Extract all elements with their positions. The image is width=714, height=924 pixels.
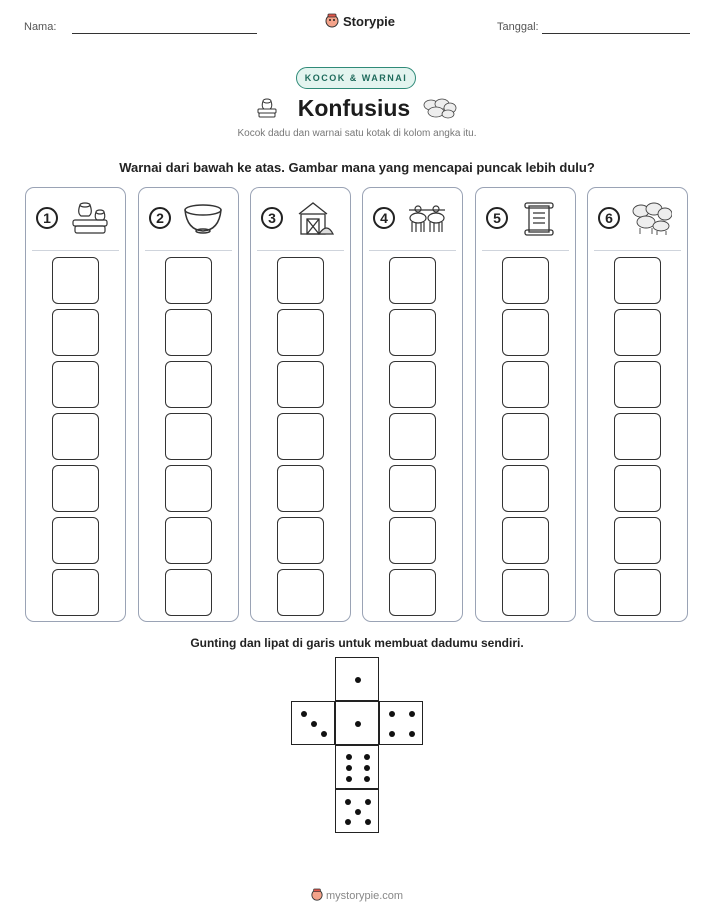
color-box[interactable] [277,361,324,408]
dice-column-5 [475,187,576,622]
sheep-flock-icon [422,96,458,120]
scroll-icon [520,200,560,236]
color-box[interactable] [502,413,549,460]
pottery-jars-icon [70,200,110,236]
color-box[interactable] [277,517,324,564]
column-divider [32,250,119,251]
subtitle: Kocok dadu dan warnai satu kotak di kolom angka itu. [237,128,477,139]
color-box[interactable] [165,309,212,356]
die-pip [365,799,371,805]
storypie-mascot-icon [311,888,323,902]
color-box[interactable] [389,465,436,512]
date-label: Tanggal: [497,21,539,33]
column-number: 6 [598,207,620,229]
bowl-icon [183,200,223,236]
color-box[interactable] [502,569,549,616]
die-face-5 [335,789,379,833]
date-line[interactable] [542,33,690,34]
die-pip [364,765,370,771]
die-pip [321,731,327,737]
die-pip [389,711,395,717]
die-face-3 [291,701,335,745]
column-divider [594,250,681,251]
die-pip [311,721,317,727]
name-label: Nama: [24,21,57,33]
column-divider [145,250,232,251]
die-pip [345,799,351,805]
color-box[interactable] [502,257,549,304]
die-pip [301,711,307,717]
color-box[interactable] [614,569,661,616]
activity-badge: KOCOK & WARNAI [296,67,416,89]
footer [0,888,714,902]
column-number: 4 [373,207,395,229]
color-box[interactable] [52,517,99,564]
color-box[interactable] [165,413,212,460]
die-pip [364,754,370,760]
die-pip [355,721,361,727]
color-box[interactable] [614,413,661,460]
die-face-1 [335,657,379,701]
color-box[interactable] [389,517,436,564]
color-box[interactable] [614,361,661,408]
color-box[interactable] [52,361,99,408]
color-box[interactable] [165,361,212,408]
die-pip [346,776,352,782]
die-pip [346,765,352,771]
dice-column-3 [250,187,351,622]
column-number: 5 [486,207,508,229]
column-number: 2 [149,207,171,229]
brand-name: Storypie [343,13,396,29]
dice-column-2 [138,187,239,622]
dice-column-6 [587,187,688,622]
color-box[interactable] [389,257,436,304]
die-pip [409,731,415,737]
color-box[interactable] [277,257,324,304]
color-box[interactable] [502,465,549,512]
color-box[interactable] [502,309,549,356]
die-pip [346,754,352,760]
name-line[interactable] [72,33,257,34]
die-pip [409,711,415,717]
dice-column-4 [362,187,463,622]
column-divider [257,250,344,251]
die-face-6 [335,745,379,789]
page-title [0,95,714,122]
die-pip [355,809,361,815]
column-divider [482,250,569,251]
color-box[interactable] [165,569,212,616]
column-number: 3 [261,207,283,229]
color-box[interactable] [277,569,324,616]
color-box[interactable] [277,465,324,512]
dice-instruction: Gunting dan lipat di garis untuk membuat dadumu sendiri. [190,636,524,650]
granary-barn-icon [295,200,335,236]
die-pip [364,776,370,782]
color-box[interactable] [52,413,99,460]
dice-column-1 [25,187,126,622]
column-divider [369,250,456,251]
color-box[interactable] [389,569,436,616]
color-box[interactable] [52,257,99,304]
color-box[interactable] [165,517,212,564]
color-box[interactable] [277,309,324,356]
die-face-4 [379,701,423,745]
pottery-jars-icon [256,97,278,119]
color-box[interactable] [614,309,661,356]
color-box[interactable] [165,257,212,304]
sheep-flock-icon [632,200,672,236]
title-text: Konfusius [297,95,411,121]
color-box[interactable] [277,413,324,460]
color-box[interactable] [614,257,661,304]
oxen-icon [407,200,447,236]
brand-logo [325,13,395,29]
die-face-1 [335,701,379,745]
color-box[interactable] [614,465,661,512]
color-box[interactable] [502,361,549,408]
column-number: 1 [36,207,58,229]
color-box[interactable] [614,517,661,564]
die-pip [389,731,395,737]
color-box[interactable] [165,465,212,512]
die-pip [365,819,371,825]
coloring-instruction: Warnai dari bawah ke atas. Gambar mana yang mencapai puncak lebih dulu? [119,160,595,175]
color-box[interactable] [389,309,436,356]
color-box[interactable] [389,413,436,460]
color-box[interactable] [52,569,99,616]
color-box[interactable] [52,465,99,512]
color-box[interactable] [389,361,436,408]
color-box[interactable] [52,309,99,356]
footer-url: mystorypie.com [326,890,404,902]
storypie-mascot-icon [325,13,339,29]
color-box[interactable] [502,517,549,564]
die-pip [355,677,361,683]
die-pip [345,819,351,825]
